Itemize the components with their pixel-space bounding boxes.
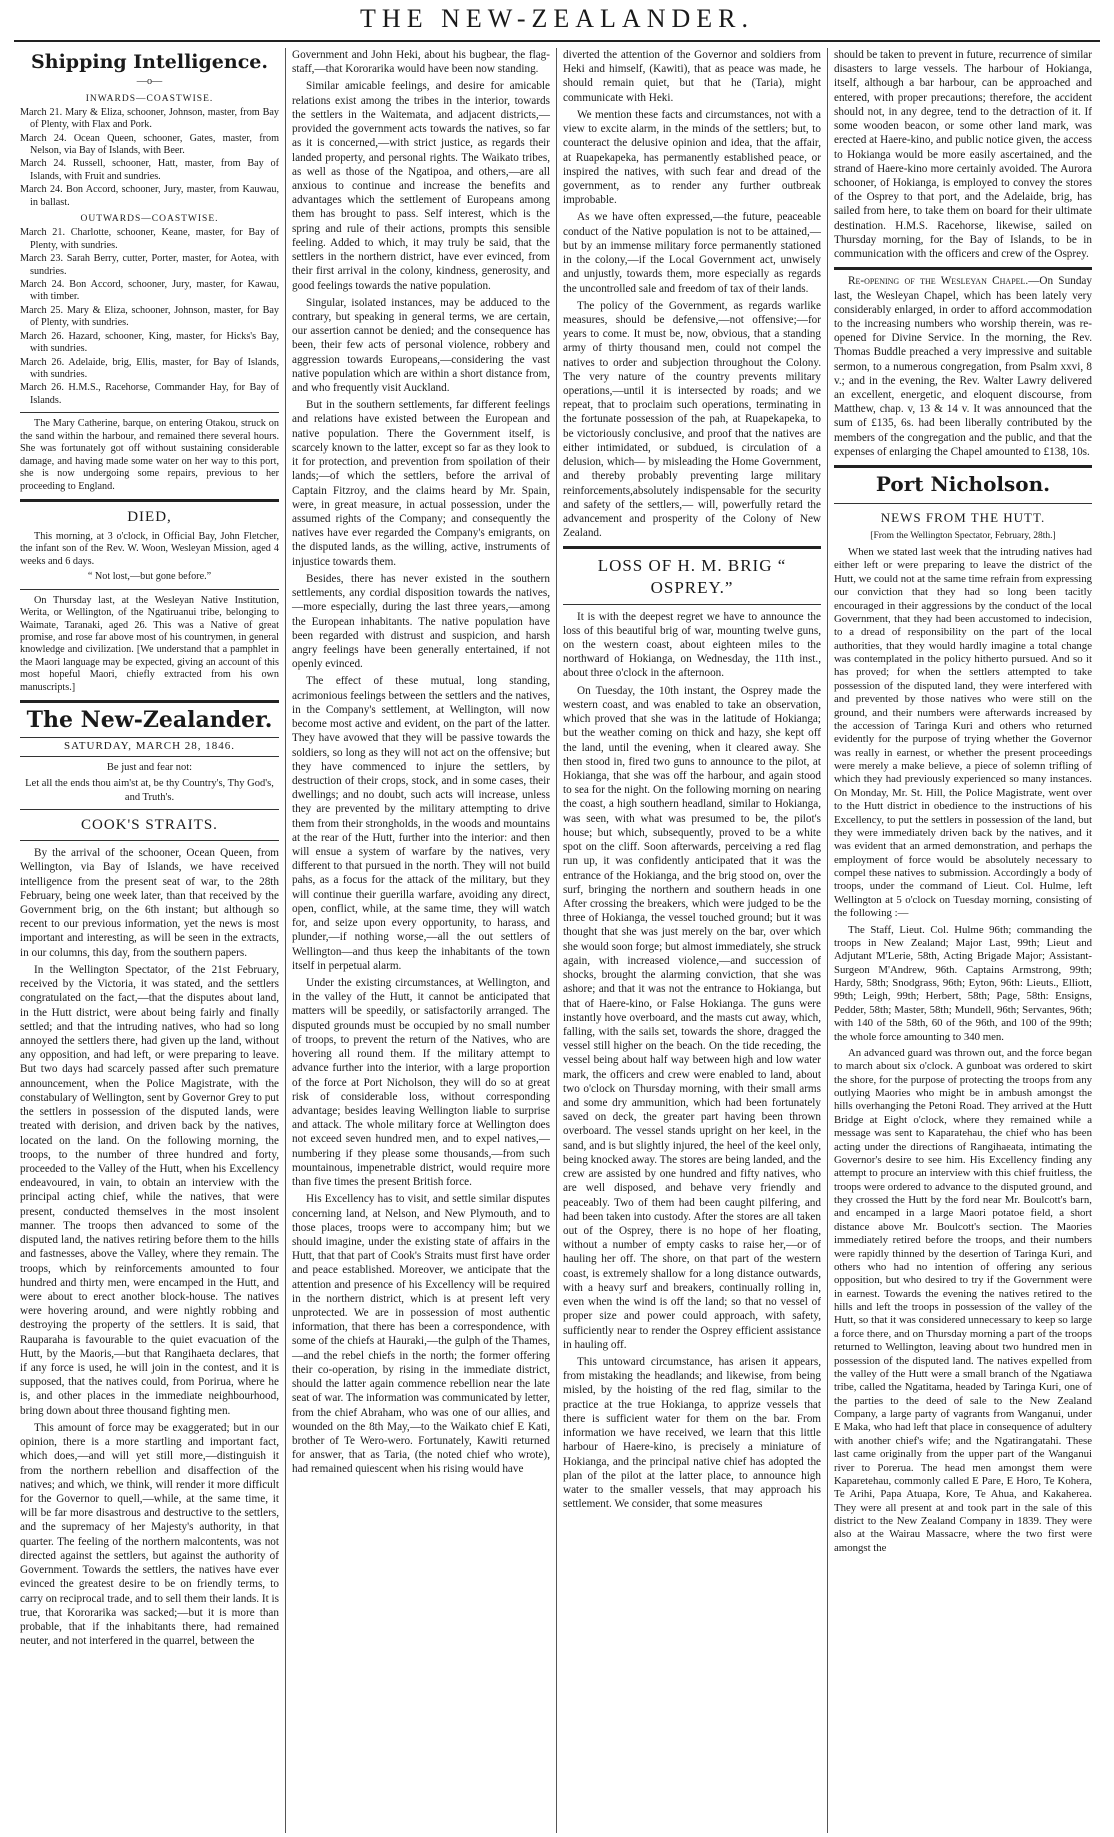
article-paragraph: In the Wellington Spectator, of the 21st February, received by the Victoria, it was stated, and the settlers congratulated on the fact,—that the disputes about land, in the Hutt district, were about being fairly and finally settled; and that the intruding natives, who had so long annoyed the settlers there, had given up the land, without any opposition, and had left, or were preparing to leave. But two days had scarcely passed after such premature announcement, when the Police Magistrate, with the constabulary of Wellington, sent by Governor Grey to put the settlers in possession of the disputed lands, were treated with derision, and driven back by the natives, located on the land. On the following morning, the troops, to the number of three hundred and forty, proceeded to the Valley of the Hutt, when his Excellency endeavoured, in vain, to obtain an interview with the principal acting chief, while the natives, that were present, conducted themselves in the most insolent manner. The troops then advanced to some of the disputed land, the natives retiring before them to the hills and fastnesses, above the Valley, where they remain. The troops, which by reinforcements amounted to four hundred and thirty men, were encamped in the Hutt, and were about to erect another block-house. The natives were hovering around, and were nightly robbing and destroying the property of the settlers. It is said, that Rauparaha is favourable to the quiet evacuation of the Hutt, by the Maoris,—but that Rangihaeta declares, that if any force is used, he will join in the contest, and it is supposed, that the natives could, from Porirua, where he is, and other places in the immediate neighbourhood, bring down about three thousand fighting men.	[20, 963, 279, 1417]
divider	[20, 809, 279, 810]
divider	[20, 840, 279, 841]
list-item: March 24. Bon Accord, schooner, Jury, master, for Kawau, with timber.	[20, 278, 279, 303]
article-paragraph: The Staff, Lieut. Col. Hulme 96th; commanding the troops in New Zealand; Major Last, 99th; Lieut and Adjutant M'Lerie, 58th, Acting Brigade Major; Assistant-Surgeon M'Andrew, 96th. Captains Armstrong, 99th; Hardy, 58th; Snodgrass, 96th; Eyton, 96th: Lieuts., Elliott, 99th; Leigh, 99th; Herbert, 58th; Page, 58th: Ensigns, Pedder, 58th; Master, 58th; Mundell, 96th; Servantes, 96th; with 140 of the 58th, 60 of the 96th, and 100 of the 99th; the whole force amounting to 340 men.	[834, 923, 1092, 1043]
died-text: This morning, at 3 o'clock, in Official Bay, John Fletcher, the infant son of the Rev. W. Woon, Wesleyan Mission, aged 4 weeks and 6 days.	[20, 530, 279, 567]
list-item: March 26. H.M.S., Racehorse, Commander Hay, for Bay of Islands.	[20, 382, 279, 406]
nicholson-source: [From the Wellington Spectator, February, 28th.]	[870, 531, 1056, 542]
divider	[20, 499, 279, 502]
article-paragraph: Under the existing circumstances, at Wellington, and in the valley of the Hutt, it cannot be anticipated that matters will be speedily, or satisfactorily arranged. The disputed grounds must be occupied by no small number of troops, to prevent the return of the Natives, who are hovering all round them. If the military attempt to advance further into the interior, with a large proportion of the force at Port Nicholson, they will do so at great risk of considerable loss, without corresponding advantage; besides leaving Wellington liable to surprise and attack. The whole military force at Wellington does not exceed seven hundred men, and to expel natives,—numbering if they please some thousands,—from such mountainous, impenetrable district, would require more than five times the present British force.	[292, 977, 550, 1189]
article-paragraph: It is with the deepest regret we have to announce the loss of this beautiful brig of war, mounting twelve guns, on the western coast, about eighteen miles to the northward of Hokianga, on Wednesday, the 11th inst., about three o'clock in the afternoon.	[563, 610, 821, 680]
masthead	[14, 0, 1100, 42]
divider	[834, 503, 1092, 504]
article-paragraph: By the arrival of the schooner, Ocean Queen, from Wellington, via Bay of Islands, we have received intelligence from the present seat of war, to the 28th February, being one week later, than that received by the Government brig, on the 6th instant; but although so recent to our previous information, yet the news is most important and interesting, as will be seen in the extracts, in our columns, this day, from the southern papers.	[20, 847, 279, 959]
article-paragraph: But in the southern settlements, far different feelings and relations have existed between the European and native population. There the Government itself, is scarcely known to the latter, except so far as they look to it for protection, and prevention from spoilation of their lands;—of which the settlers, before the arrival of Captain Fitzroy, and the claims heard by Mr. Spain, were, in great measure, in actual possession, under the assumed rights of the Company; and consequently the natives have ever regarded the Company's emigrants, on the disputed lands, as the willing, active, instruments of injustice towards them.	[292, 399, 550, 568]
motto-line-1: Be just and fear not:	[106, 762, 193, 774]
list-item: March 24. Russell, schooner, Hatt, master, from Bay of Islands, with Fruit and sundries.	[20, 158, 279, 182]
divider	[834, 267, 1092, 270]
divider	[563, 604, 821, 605]
list-item: March 25. Mary & Eliza, schooner, Johnson, master, for Bay of Plenty, with sundries.	[20, 304, 279, 329]
died-heading: DIED,	[127, 508, 172, 525]
article-paragraph: We mention these facts and circumstances, not with a view to excite alarm, in the minds of the settlers; but, to counteract the delusive opinion and idea, that the affair, at Ruapekapeka, has permanently established peace, or inspired the natives, with such fear and dread of the government, as to render any further outbreak improbable.	[563, 108, 821, 207]
divider	[563, 546, 821, 549]
paper-title: The New-Zealander.	[26, 707, 273, 734]
paper-date: SATURDAY, MARCH 28, 1846.	[20, 737, 279, 757]
nicholson-subheading: NEWS FROM THE HUTT.	[880, 509, 1046, 525]
column-1	[14, 48, 285, 1833]
column-3	[556, 48, 827, 1833]
shipping-ornament: —o—	[136, 76, 163, 88]
inwards-list	[20, 107, 279, 210]
article-paragraph: This untoward circumstance, has arisen it appears, from mistaking the headlands; and likewise, from being misled, by the hoisting of the red flag, similar to the practice at the true Hokianga, to apprize vessels that there is sufficient water for them on the bar. From information we have received, we learn that this little harbour of Haere-kino, is precisely a miniature of Hokianga, and the principal native chief has adopted the plan of the pilot at the latter place, to announce high water to the smaller vessels, that may approach his settlement. We consider, that some measures	[563, 1355, 821, 1511]
divider	[20, 700, 279, 703]
article-paragraph: An advanced guard was thrown out, and the force began to march about six o'clock. A gunboat was ordered to skirt the shore, for the purpose of protecting the troops from any outlying Maories who might be in ambush amongst the hills overhanging the Petoni Road. They arrived at the Hutt Bridge at Eight o'clock, where they remained while a message was sent to Kaparatehau, the chief who has been acting under the directions of Rangihaeata, intimating the Governor's desire to see him. His Excellency finding any attempt to procure an interview with this chief fruitless, the troops were ordered to advance to the disputed ground, and they crossed the Hutt by the ford near Mr. Boulcott's barn, and encamped in a large Maori potatoe field, a short distance above Mr. Boulcott's section. The Maories immediately retired before the troops, and their numbers were rapidly thinned by the desertion of Taringa Kuri, and others who had no intention of offering any serious opposition, but who desired to try if the Government were in earnest. Towards the evening the natives retired to the hills and left the troops in possession of the valley of the Hutt, so that it was considered unnecessary to keep so large a force there, and on Thursday morning a part of the troops returned to Wellington, leaving about two hundred men in possession of the disputed land. The natives expelled from the valley of the Hutt were a small branch of the Ngatiawa tribe, called the Ngatitama, headed by Taringa Kuri, one of the parties to the deed of sale to the New Zealand Company, a large party of vagrants from Wanganui, under E Maka, who had left that place in consequence of adultery with another chief's wife; and the Ngatirangatahi. These last came originally from the upper part of the Wanganui river to Porerua. The head men amongst them were Kaparetehau, commonly called E Pare, E Horo, Te Kohera, Te Arihi, Papa Atuapa, Kore, Te Ahua, and Kakaherea. They were all present at and took part in the sale of this district to the New Zealand Company in 1839. They were also at the Wairau Massacre, where the two first were amongst the	[834, 1046, 1092, 1554]
nicholson-heading: Port Nicholson.	[875, 472, 1051, 497]
article-paragraph: His Excellency has to visit, and settle similar disputes concerning land, at Nelson, and New Plymouth, and to those places, troops were to accompany him; but we should imagine, under the existing state of affairs in the Hutt, that that part of Cook's Straits must first have order and peace established. Moreover, we anticipate that the attention and presence of his Excellency will be required in the northern district, which is at present left very unprotected. We are in possession of most authentic information, that there has been a correspondence, with some of the chiefs at Hauraki,—the gulph of the Thames,—and the rebel chiefs in the north; the former offering their co-operation, by rising in the immediate district, should the latter again commence rebellion near the late seat of war. The information was communicated by letter, from the chief Abraham, who was one of our allies, and wounded on the 8th May,—to the Waikato chief E Kati, brother of Te Wero-wero. Fortunately, Kawiti returned for answer, that as Taria, (the noted chief who wrote), had remained quiescent when his rising would have	[292, 1193, 550, 1476]
article-paragraph: should be taken to prevent in future, recurrence of similar disasters to large vessels. The harbour of Hokianga, itself, although a bar harbour, can be approached and entered, with proper precautions; therefore, the accident should not, in any degree, tend to the detraction of it. If some wooden beacon, or some other land mark, was erected at Haere-kino, and public notice given, the access to Hokianga would be more easily ascertained, and the strand of Haere-kino more certainly avoided. The Aurora schooner, of Hokianga, is employed to convey the stores of the Osprey to that port, and the Adelaide, brig, has sailed from here, to take them on board for their ultimate destination. H.M.S. Racehorse, likewise, sailed on Thursday morning, for the Bay of Islands, to be in communication with the officers and crew of the Osprey.	[834, 49, 1092, 261]
article-paragraph: Singular, isolated instances, may be adduced to the contrary, but speaking in general terms, we are certain, our assertion cannot be denied; and the consequence has been, their few acts of personal violence, robbery and aggression towards Europeans,—considering the vast native population which are within a short distance from, and who frequently visit Auckland.	[292, 296, 550, 395]
died-quote: “ Not lost,—but gone before.”	[87, 571, 212, 583]
column-4	[827, 48, 1098, 1833]
chapel-paragraph	[834, 274, 1092, 459]
article-paragraph: When we stated last week that the intruding natives had either left or were preparing to leave the district of the Hutt, we could not at the same time refrain from expressing our conviction that they had so long been tacitly encouraged in their aggressions by the conduct of the local Government, that they had been accustomed to indecision, to a dread of responsibility on the part of the local authorities, that they would hardly imagine a total change was contemplated in the policy hitherto pursued. And so it has proved; for when the settlers attempted to take possession of the disputed land, they were interfered with and prevented by those natives who were still on the ground, and their numbers were afterwards increased by the accession of Taringa Kuri and others who returned evidently for the purpose of trying whether the Governor was really in earnest, or whether the present proceedings were merely a make believe, a piece of solemn trifling of which they had previously experienced so many instances. On Monday, Mr. St. Hill, the Police Magistrate, went over to the Hutt district in obedience to the instructions of his Excellency, to put the settlers in possession of the land, but they were immediately driven back by the natives, and it was evident that an armed demonstration, and perhaps the employment of force would be absolutely necessary to compel these natives to submission. Accordingly a body of troops, under the command of Lieut. Col. Hulme, left Wellington at 5 o'clock on Tuesday morning, consisting of the following :—	[834, 546, 1092, 920]
divider	[20, 412, 279, 413]
divider	[20, 589, 279, 590]
chapel-text: —On Sunday last, the Wesleyan Chapel, which has been lately very considerably enlarged, in order to afford accommodation to the increasing numbers who worship therein, was re-opened for Divine Service. In the morning, the Rev. Thomas Buddle preached a very impressive and suitable sermon, to a numerous congregation, from Psalm xxvi, 8 v.; and in the evening, the Rev. Walter Lawry delivered an excellent, energetic, and eloquent discourse, from Matthew, chap. v, 13 & 14 v. It was announced that the sum of £135, 6s. had been liberally contributed by the members of the congregation and the public, and that the expenses of enlarging the Chapel amounted to £138, 10s.	[834, 275, 1092, 458]
article-paragraph: This amount of force may be exaggerated; but in our opinion, there is a more startling and important fact, which does,—and will yet still more,—distinguish it from the northern rebellion and disaffection of the natives; and which, we think, will render it more difficult for the Governor to quell,—while, at the same time, it will be far more disastrous and destructive to the settlers, and the supremacy of her Majesty's authority, in that quarter. The feeling of the northern malcontents, was not directed against the settlers, but against the authority of Government. Towards the settlers, the natives have ever evinced the greatest desire to be on friendly terms, to carry on reciprocal trade, and to sell them their lands. It is true, that Kororarika was sacked;—but it is more than probable, that if the inhabitants there, had remained neuter, and not interfered in the quarrel, between the	[20, 1421, 279, 1648]
cooks-heading: COOK'S STRAITS.	[81, 817, 218, 834]
masthead-title: THE NEW-ZEALANDER.	[360, 4, 754, 33]
list-item: March 24. Bon Accord, schooner, Jury, master, from Kauwau, in ballast.	[20, 184, 279, 208]
article-paragraph: diverted the attention of the Governor and soldiers from Heki and himself, (Kawiti), that as peace was made, he should remain quiet, but that he (Taria), might communicate with Heki.	[563, 49, 821, 104]
article-paragraph: Government and John Heki, about his bugbear, the flag-staff,—that Kororarika would have been now standing.	[292, 49, 550, 76]
inwards-title: INWARDS—COASTWISE.	[85, 93, 214, 104]
outwards-title: OUTWARDS—COASTWISE.	[80, 214, 219, 225]
list-item: March 23. Sarah Berry, cutter, Porter, master, for Aotea, with sundries.	[20, 253, 279, 277]
chapel-lead: Re-opening of the Wesleyan Chapel.	[848, 275, 1029, 288]
shipping-note: The Mary Catherine, barque, on entering Otakou, struck on the sand within the harbour, and remained there several hours. She was fortunately got off without sustaining considerable damage, and having made some water on her way to this port, she is now undergoing some repairs, previous to her proceeding to England.	[20, 418, 279, 492]
shipping-heading: Shipping Intelligence.	[31, 51, 268, 73]
list-item: March 21. Mary & Eliza, schooner, Johnson, master, from Bay of Plenty, with Flax and Pork.	[20, 106, 279, 131]
list-item: March 21. Charlotte, schooner, Keane, master, for Bay of Plenty, with sundries.	[20, 227, 279, 251]
columns	[14, 48, 1100, 1833]
divider	[834, 465, 1092, 468]
outwards-list	[20, 227, 279, 407]
list-item: March 26. Adelaide, brig, Ellis, master, for Bay of Islands, with sundries.	[20, 356, 279, 380]
article-paragraph: The policy of the Government, as regards warlike measures, should be defensive,—not offensive;—for years to come. It must be, now, obvious, that a standing army of thirty thousand men, could not compel the natives to order and subjection throughout the Colony. The very nature of the country prevents military operations,—until it is intersected by roads; and we repeat, that to proclaim such operations, terminating in the fortunate possession of the pah, at Ruapekapeka, to be victoriously conclusive, and proof that the natives are either intimidated, or subdued, is circulation of a delusion, which— by misleading the Home Government, and thereby probably preventing large military reinforcements,absolutely indispensable for the security and safety of the settlers,— will, powerfully retard the advancement and prosperity of the Colony of New Zealand.	[563, 299, 821, 540]
article-paragraph: On Tuesday, the 10th instant, the Osprey made the western coast, and was enabled to take an observation, which proved that she was in the latitude of Hokianga; but the weather coming on thick and hazy, she kept off the land, until the evening, when it cleared away. She then stood in, fired two guns to announce to the pilot, at Hokianga, that she was off the harbour, and again stood to sea for the night. On the following morning on nearing the coast, a high southern headland, similar to Hokianga, was seen, with what was presumed to be, the pilot's house; but which, subsequently, proved to be a white spot on the cliff. Soon afterwards, perceiving a red flag run up, it was confidently anticipated that it was the entrance of the Hokianga, and the brig stood on, over the surf, bringing the northern and southern heads in one After crossing the breakers, which were judged to be the three of Hokianga, the vessel touched ground; but it was thought that she was just merely on the bar, over which she would soon forge; but almost immediately, she struck again, with increased violence,—and succession of shocks, brought the alarming conviction, that she was ashore; and that it was not the entrance to Hokianga, but that of Haere-kino, or False Hokianga. The guns were instantly hove overboard, and the masts cut away, which, falling, with the sails set, towards the shore, dragged the vessel still higher on the beach. On the tide receding, the vessel being about half way between high and low water mark, the officers and crew were enabled to land, about two o'clock on Thursday morning, with their small arms and some dry ammunition, which had been fortunately saved on deck, the greater part having been thrown overboard. The vessel stands upright on her keel, in the sand, and is but slightly injured, the heel of the keel only, being knocked away. The stores are being landed, and the crew are assisted by one hundred and fifty natives, who are well disposed, and behave very friendly and peaceably. Two of them had been caught pilfering, and had been taken into custody. After the stores are all taken out of the Osprey, there is no hope of her floating, without a number of empty casks to raise her,—or of hauling her off. The shore, on that part of the western coast, is extremely shallow for a long distance outwards, with a heavy surf and breakers, continually rolling in, even when the wind is off the land; so that no vessel of proper size and power could approach, with safety, sufficiently near to render the Osprey efficient assistance in hauling off.	[563, 684, 821, 1351]
died-text-2: On Thursday last, at the Wesleyan Native Institution, Werita, or Wellington, of the Ngatiruanui tribe, belonging to Waimate, Taranaki, aged 26. This was a Native of great promise, and rose far above most of his countrymen, in general knowledge and civilization. [We understand that a pamphlet in the Maori language may be expected, giving an account of this most hopeful Maori, chiefly extracted from his own manuscripts.]	[20, 594, 279, 693]
article-paragraph: Besides, there has never existed in the southern settlements, any cordial disposition towards the natives,—more especially, during the last three years,—among the European inhabitants. The native population have been regarded with distrust and suspicion, and harsh angry feelings have been generally entertained, if not openly evinced.	[292, 572, 550, 671]
list-item: March 26. Hazard, schooner, King, master, for Hicks's Bay, with sundries.	[20, 330, 279, 355]
motto-line-2: Let all the ends thou aim'st at, be thy Country's, Thy God's, and Truth's.	[25, 778, 274, 803]
article-paragraph: Similar amicable feelings, and desire for amicable relations exist among the tribes in the interior, towards the settlers in the Waitemata, and adjacent districts,—provided the government acts towards the natives, so far as it is concerned,—with strict justice, as regards their landed property, and personal rights. The Waikato tribes, as well as those of the Ngatipoa, and others,—are all anxious to continue and increase the benefits and advantages which the settlement of Europeans among them has brought to pass. Self interest, which is the spring and rule of their actions, prompts this sensible feeling. Added to which, it may truly be said, that the settlers in the northern district, have ever evinced, from their first arrival in the colony, kindness, generosity, and good feelings towards the native population.	[292, 80, 550, 292]
article-paragraph: The effect of these mutual, long standing, acrimonious feelings between the settlers and the natives, in the Company's settlement, at Wellington, will now become most active and evident, on the part of the latter. They have avowed that they will be passive towards the soldiers, so long as they will not act on the offensive; but they have commenced to injure the settlers, by destruction of their crops, stock, and in some cases, their dwellings; and no doubt, such acts will increase, unless they are prevented by the military attempting to drive them from their strongholds, in the woods and mountains at the rear of the Hutt, further into the interior: and then will ensue a system of warfare by the natives, very different to that pursued in the north. They will not build pahs, as a focus for the attack of the military, but they will continue their guerilla warfare, avoiding any direct, open, conflict, while, at the same time, they will watch for, and seize upon every opportunity, to harass, and plunder,—if nothing worse,—all the out settlers of Wellington—and thus keep the inhabitants of the town itself in perpetual alarm.	[292, 675, 550, 972]
osprey-heading: LOSS OF H. M. BRIG “ OSPREY.”	[597, 556, 787, 598]
column-2	[285, 48, 556, 1833]
list-item: March 24. Ocean Queen, schooner, Gates, master, from Nelson, via Bay of Islands, with Beer.	[20, 132, 279, 156]
article-paragraph: As we have often expressed,—the future, peaceable conduct of the Native population is not to be attained,—but by an immense military force permanently stationed in the colony,—if the Local Government act, unwisely and unjustly, towards them, more especially as regards the uncontrolled sale and freedom of tax of their lands.	[563, 211, 821, 295]
